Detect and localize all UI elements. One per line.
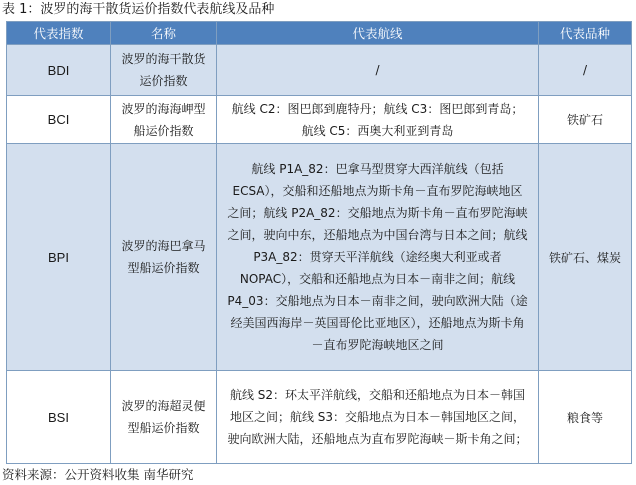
product-type: 铁矿石: [539, 96, 632, 144]
product-type: 铁矿石、煤炭: [539, 144, 632, 371]
freight-index-table: [6, 21, 632, 464]
route-description: 航线 C2：图巴郎到鹿特丹；航线 C3：图巴郎到青岛；航线 C5：西奥大利亚到青岛: [217, 96, 539, 144]
route-description: 航线 S2：环太平洋航线，交船和还船地点为日本－韩国地区之间；航线 S3：交船地点为日本－韩国地区之间，驶向欧洲大陆，还船地点为直布罗陀海峡－斯卡角之间；: [217, 371, 539, 464]
table-caption: 表 1：波罗的海干散货运价指数代表航线及品种: [2, 2, 275, 17]
index-name: 波罗的海海岬型船运价指数: [111, 96, 217, 144]
index-code: BCI: [7, 96, 111, 144]
table-header-row: [7, 22, 632, 45]
product-type: /: [539, 45, 632, 96]
table-row: [7, 45, 632, 96]
table-row: [7, 96, 632, 144]
index-code: BPI: [7, 144, 111, 371]
header-name: 名称: [111, 22, 217, 45]
product-type: 粮食等: [539, 371, 632, 464]
source-note: 资料来源：公开资料收集 南华研究: [2, 467, 194, 482]
table-row: [7, 144, 632, 371]
index-code: BSI: [7, 371, 111, 464]
index-name: 波罗的海巴拿马型船运价指数: [111, 144, 217, 371]
table-row: [7, 371, 632, 464]
index-code: BDI: [7, 45, 111, 96]
header-route: 代表航线: [217, 22, 539, 45]
index-name: 波罗的海干散货运价指数: [111, 45, 217, 96]
header-product: 代表品种: [539, 22, 632, 45]
route-description: /: [217, 45, 539, 96]
index-name: 波罗的海超灵便型船运价指数: [111, 371, 217, 464]
header-index: 代表指数: [7, 22, 111, 45]
route-description: 航线 P1A_82：巴拿马型贯穿大西洋航线（包括 ECSA），交船和还船地点为斯卡角－直布罗陀海峡地区之间；航线 P2A_82：交船地点为斯卡角－直布罗陀海峡之间，驶向中东，还船地点为中国台湾与日本之间；航线 P3A_82：贯穿天平洋航线（途经奥大利亚或者 NOPAC），交船和还船地点为日本－南非之间；航线 P4_03：交船地点为日本－南非之间，驶向欧洲大陆（途经美国西海岸－英国哥伦比亚地区），还船地点为斯卡角－直布罗陀海峡地区之间: [217, 144, 539, 371]
